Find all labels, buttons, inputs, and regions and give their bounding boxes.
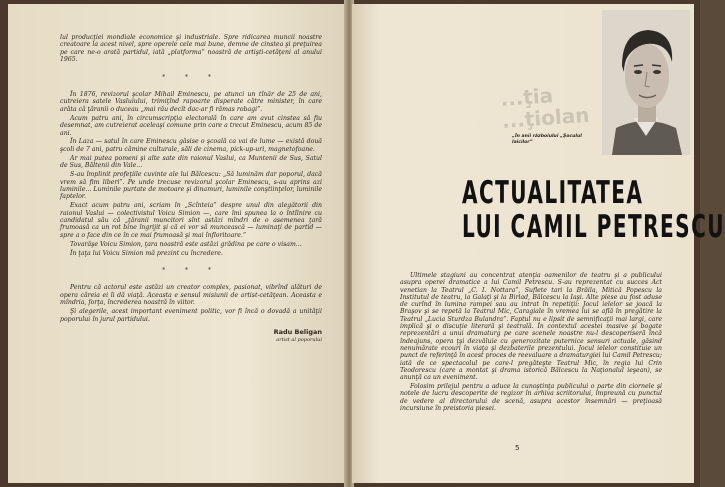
right-text-column [400, 272, 662, 414]
article-title-line-1: ACTUALITATEA [462, 175, 644, 211]
author-signature: Radu Beligan [273, 328, 322, 336]
portrait-illustration [602, 10, 690, 155]
paragraph: Ar mai putea pomeni şi alte sate din raionul Vaslui, ca Muntenii de Sus, Satul de Sus, Băltenii din Vale... [60, 154, 322, 170]
portrait-photo [602, 10, 690, 155]
paragraph: Acum patru ani, în circumscripţia electorală în care am avut cinstea să fiu desemnat, am cutreierat aceleaşi comune prin care a trecut Eminescu, acum 85 de ani. [60, 114, 322, 137]
paragraph: Ultimele stagiuni au concentrat atenţia oamenilor de teatru şi a publicului asupra operei dramatice a lui Camil Petrescu. S-au reprezentat cu succes Act venetian la Teatrul „C. I. Nottara”, Suflete tari la Brăila, Mitică Popescu la Institutul de teatru, la Galaţi şi la Birlad, Bălcescu la Iaşi. Alte piese au fost aduse de curînd în lumina rampei sau au intrat în repetiţii: Jocul ielelor se joacă la Braşov şi se repetă la Teatrul Mic, Caragiale în vremea lui se află în pregătire la Teatrul „Lucia Sturdza Bulandra”. Faptul nu e lipsit de semnificaţii mai largi, care implică şi o discuţie literară şi teatrală. În contextul acestei masive şi bogate reprezentări a unui dramaturg pe care scenele noastre nu-l descoperiseră încă îndeajuns, opera ţşi dezvăluie cu generozitate puternice sensuri actuale, găsind nenumărate ecouri în viaţa şi dezbaterile prezentului. Jocul ielelor constituie un punct de referinţă în acest proces de reevaluare a dramaturgiei lui Camil Petrescu; iată de ce spectacolul pe care-l pregăteşte Teatrul Mic, în regia lui Crin Teodorescu (care a montat şi drama istorică Bălcescu la Naţionalul ieşean), se anunţă ca un eveniment. [400, 272, 662, 382]
paragraph: Exact acum patru ani, scriam în „Scînteia” despre unul din alegătorii din raionul Vaslui — colectivistul Voicu Simion —, care îmi spunea la o întîlnire cu candidatul său că „ţăranii muncitori sînt astăzi mîndri de o asemenea ţară frumoasă ca un rot bine îngrijit şi că ei vor să muncească — luminaţi de partid — spre a o face din ce în ce mai frumoasă şi mai înfloritoare.” [60, 202, 322, 239]
paragraph: În ţaţa lui Voicu Simion mă prezint cu încredere. [70, 249, 223, 257]
paragraph: Folosim prilejul pentru a aduce la cunoştinţa publicului o parte din ciornele şi notele de lucru descoperite de regizor în arhiva scriitorului, împreună cu punctul de vedere al directorului de scenă, asupra acestor însemnări — preţioasă incursiune în preistoria piesei. [400, 382, 662, 412]
page-number: 5 [515, 444, 520, 452]
paragraph: În 1876, revizorul şcolar Mihail Eminescu, pe atunci un tînăr de 25 de ani, cutreiera satele Vasluiului, trimiţînd rapoarte disperate către minister, în care arăta că ţăranii o duceau „mai rău decît dac-ar fi rămas robagi”. [60, 91, 322, 113]
left-page [8, 4, 346, 483]
left-text-column [60, 34, 322, 345]
paragraph: S-au împlinit profeţiile cuvinte ale lui Bălcescu: „Să luminăm dar poporul, dacă vrem să fim liberi”. Pe unde trecuse revizorul şcolar Eminescu, s-au aprins azi luminile... Luminile purtate de motoare şi dinamuri, luminile conştiinţelor, luminile faptelor. [60, 171, 322, 201]
paragraph: Pentru că actorul este astăzi un creator complex, pasionat, vibrînd alături de opera căreia ei îi dă viaţă. Aceasta e sensul misiunii de artist-cetăţean. Aceasta e mîndria, forţa, încrederea noastră în viitor. [60, 284, 322, 307]
photo-caption: „În anii războiului „Şoculul laicilor” [512, 134, 582, 145]
paragraph: În Laza — satul în care Eminescu găsise o şcoală ca vai de lume — există două şcoli de 7 ani, patru cămine culturale, săli de cinema, pick-up-uri, magnetofoane. [60, 138, 322, 153]
section-divider: * * * [162, 73, 220, 81]
paragraph: lul producţiei mondiale economice şi industriale. Spre ridicarea muncii noastre creatoare la acest nivel, spre operele cele mai bune, demne de cinstea şi preţuirea pe care ne-o arată partidul, iată „platforma” noastră de artişti-cetăţeni al anului 1965. [60, 34, 322, 64]
faded-background-text: ...ţia ...ţiolan [499, 83, 591, 133]
right-page [352, 4, 725, 483]
article-title-line-2: LUI CAMIL PETRESCU [462, 209, 725, 245]
section-divider: * * * [162, 267, 220, 275]
author-role: artist al poporului [276, 337, 322, 344]
article-title [462, 175, 725, 245]
paragraph: Şi alegerile, acest important eveniment politic, vor fi încă o dovadă a unităţii poporului în jurul partidului. [60, 308, 322, 323]
paragraph: Tovarăşe Voicu Simion, ţara noastră este astăzi grădina pe care o visam... [70, 240, 302, 248]
